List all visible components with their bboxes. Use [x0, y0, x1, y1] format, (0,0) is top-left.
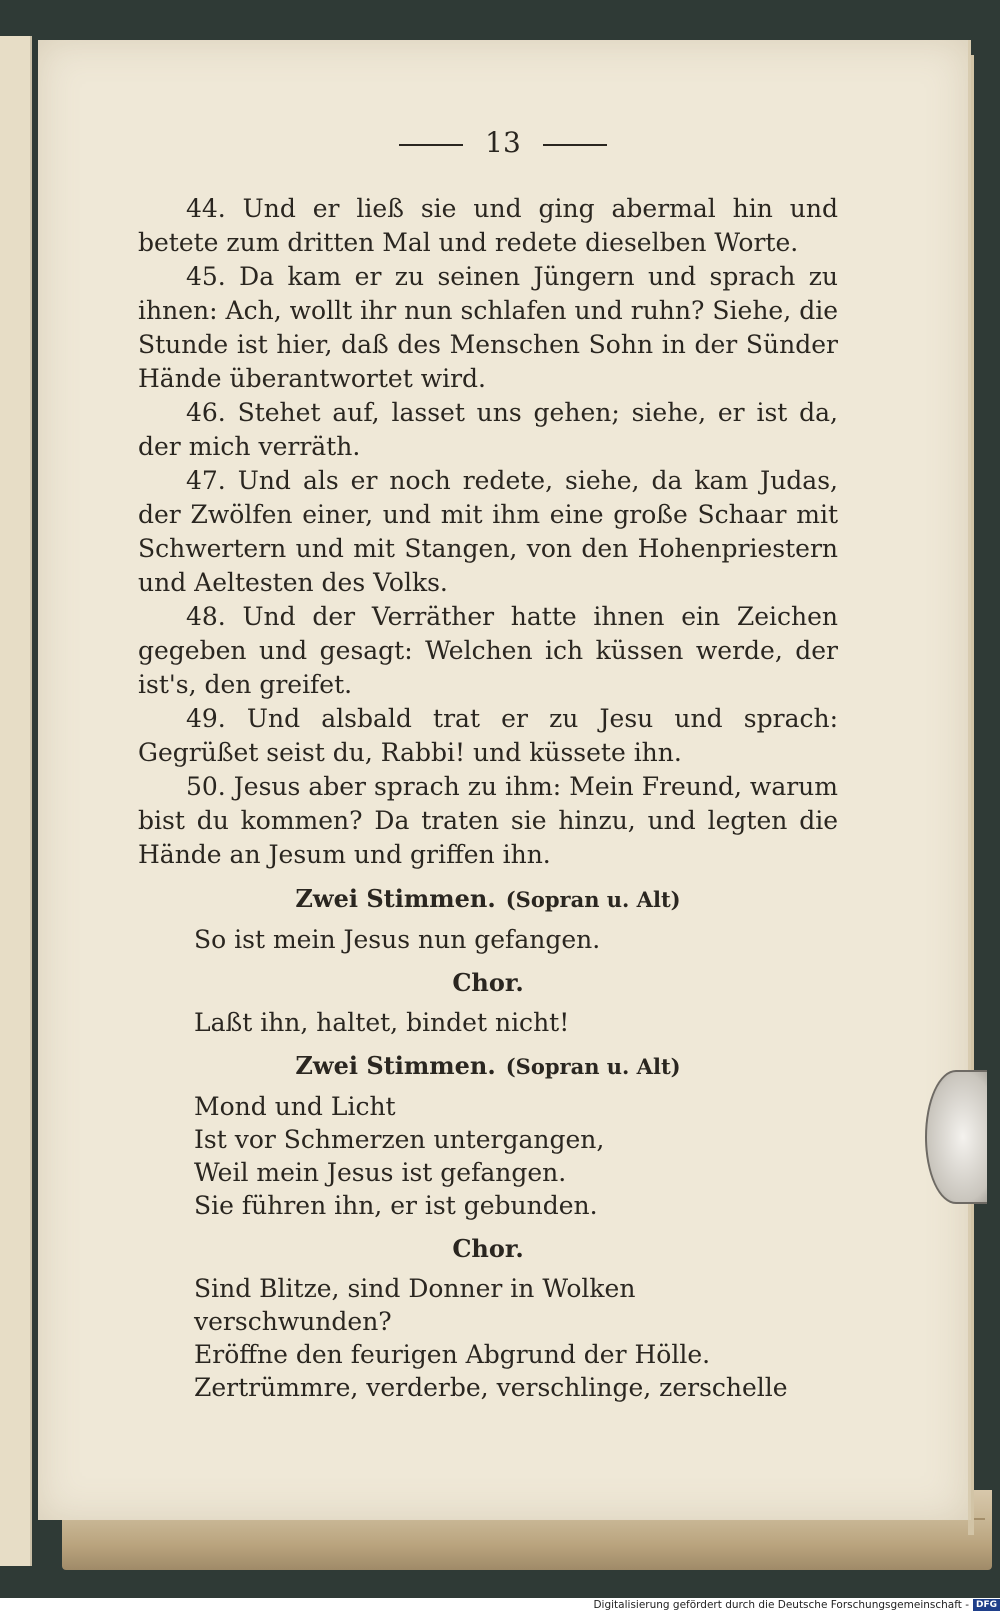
dfg-logo: DFG [973, 1599, 1000, 1611]
sung-line: Sie führen ihn, er ist gebunden. [194, 1191, 598, 1220]
sung-line: Mond und Licht [194, 1092, 396, 1121]
speaker-heading-two-voices [138, 1049, 838, 1084]
verse-46: 46. Stehet auf, lasset uns gehen; siehe, er ist da, der mich verräth. [138, 398, 838, 461]
credit-text: Digitalisierung gefördert durch die Deutsche Forschungsgemeinschaft - [593, 1599, 969, 1611]
voice-parts: (Sopran u. Alt) [505, 1054, 681, 1079]
sung-line: Weil mein Jesus ist gefangen. [194, 1158, 567, 1187]
thumb-index-tab [925, 1070, 987, 1204]
sung-line: So ist mein Jesus nun gefangen. [194, 925, 601, 954]
stanza [138, 1272, 838, 1404]
sung-line: Eröffne den feurigen Abgrund der Hölle. [194, 1340, 711, 1369]
stanza [138, 1006, 838, 1039]
verse-44: 44. Und er ließ sie und ging abermal hin und betete zum dritten Mal und redete dieselben Worte. [138, 194, 838, 257]
previous-page-edge [0, 36, 32, 1566]
header-dash-right [543, 144, 607, 146]
speaker-heading-two-voices [138, 882, 838, 917]
sung-line: Ist vor Schmerzen untergangen, [194, 1125, 605, 1154]
sung-line: Zertrümmre, verderbe, verschlinge, zerschelle [194, 1373, 788, 1402]
book-page [38, 40, 971, 1520]
verse-47: 47. Und als er noch redete, siehe, da kam Judas, der Zwölfen einer, und mit ihm eine große Schaar mit Schwertern und mit Stangen, von den Hohenpriestern und Aeltesten des Volks. [138, 466, 838, 597]
stanza [138, 923, 838, 956]
sung-line: Sind Blitze, sind Donner in Wolken verschwunden? [194, 1274, 636, 1336]
stanza [138, 1090, 838, 1222]
verse-48: 48. Und der Verräther hatte ihnen ein Zeichen gegeben und gesagt: Welchen ich küssen werde, der ist's, den greifet. [138, 602, 838, 699]
verse-50: 50. Jesus aber sprach zu ihm: Mein Freund, warum bist du kommen? Da traten sie hinzu, und legten die Hände an Jesum und griffen ihn. [138, 772, 838, 869]
speaker-name: Zwei Stimmen. [295, 884, 496, 913]
digitization-credit [560, 1599, 1000, 1613]
sung-line: Laßt ihn, haltet, bindet nicht! [194, 1008, 570, 1037]
verse-49: 49. Und alsbald trat er zu Jesu und sprach: Gegrüßet seist du, Rabbi! und küssete ihn. [138, 704, 838, 767]
voice-parts: (Sopran u. Alt) [505, 887, 681, 912]
page-header [38, 126, 968, 159]
page-number: 13 [485, 126, 521, 159]
speaker-heading-chorus [138, 966, 838, 1000]
speaker-heading-chorus [138, 1232, 838, 1266]
verse-45: 45. Da kam er zu seinen Jüngern und sprach zu ihnen: Ach, wollt ihr nun schlafen und ruhn? Siehe, die Stunde ist hier, daß des Menschen Sohn in der Sünder Hände überantwortet wird. [138, 262, 838, 393]
speaker-name: Chor. [452, 1234, 524, 1263]
speaker-name: Chor. [452, 968, 524, 997]
header-dash-left [399, 144, 463, 146]
speaker-name: Zwei Stimmen. [295, 1051, 496, 1080]
page-text [138, 192, 838, 1412]
